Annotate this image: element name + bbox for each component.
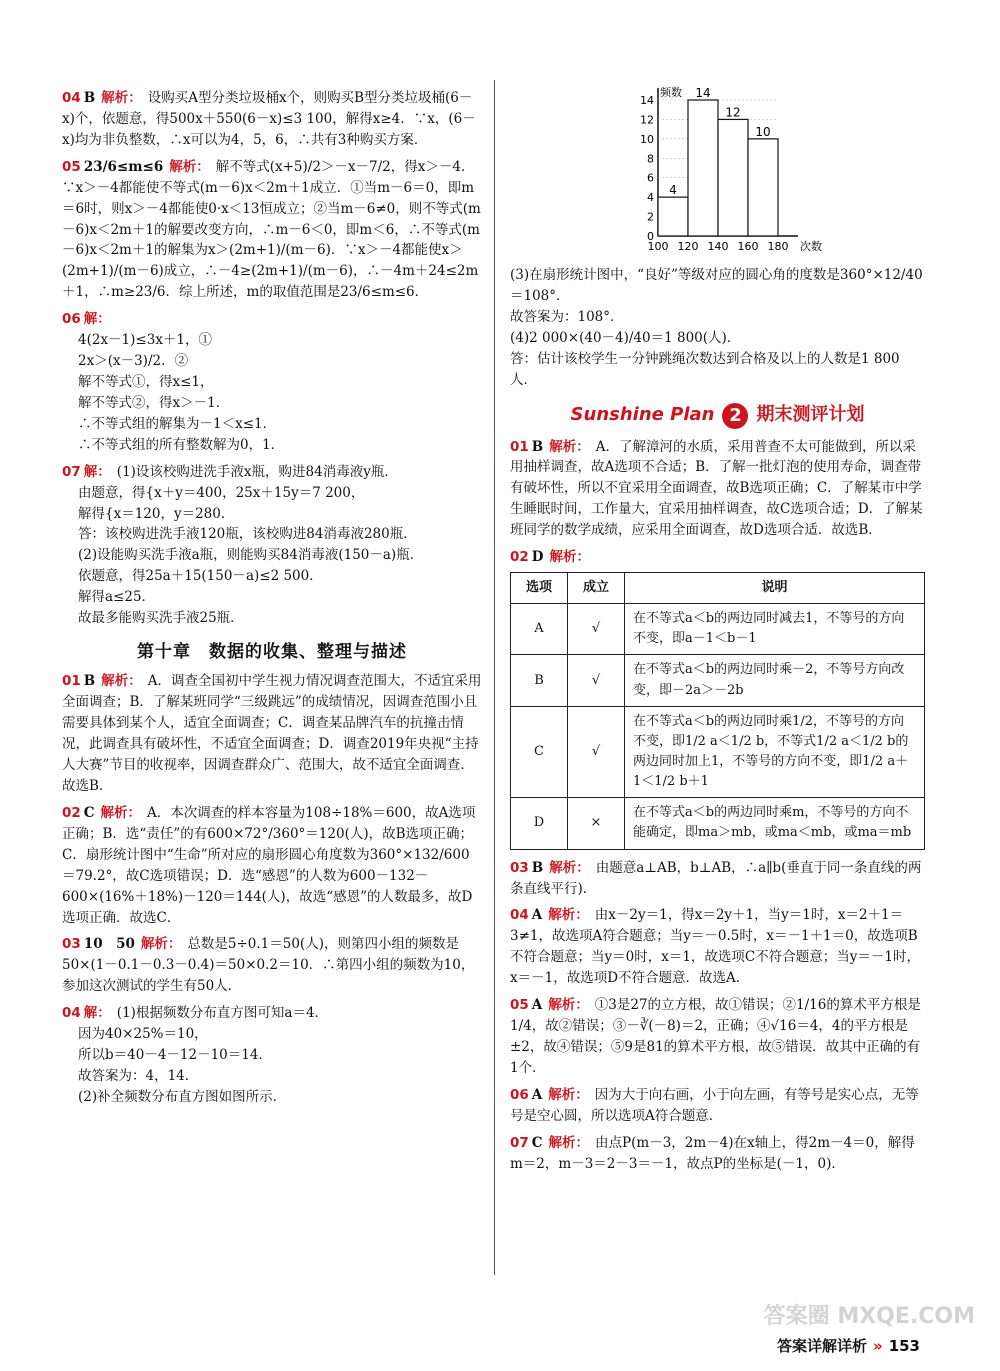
answer-choice: B <box>531 859 544 876</box>
table-row <box>511 655 925 706</box>
histogram-bar <box>688 100 718 236</box>
plan-answer-05 <box>510 995 925 1079</box>
histogram-bar <box>748 139 778 236</box>
analysis-tag: 解析： <box>548 997 589 1014</box>
analysis-text: 由题意a⊥AB，b⊥AB，∴a∥b(垂直于同一条直线的两条直线平行)． <box>510 859 922 897</box>
question-number: 04 <box>62 1005 81 1022</box>
plan-title-en: Sunshine Plan <box>570 403 715 425</box>
solution-line: (2)补全频数分布直方图如图所示． <box>78 1088 287 1105</box>
table-cell: 在不等式a＜b的两边同时乘1/2，不等号的方向不变，即1/2 a＜1/2 b，不等式1/2 a＜1/2 b的两边同时加上1，不等号的方向不变，即1/2 a＋1＜1/2 b＋1 <box>625 706 925 798</box>
solution-tag: 解： <box>83 463 111 480</box>
bar-data-label: 12 <box>725 105 741 120</box>
analysis-text: 设购买A型分类垃圾桶x个，则购买B型分类垃圾桶(6－x)个，依题意，得500x＋550(6－x)≤3 100，解得x≥4．∵x，(6－x)均为非负整数，∴x可以为4，5，6，∴共有3种购买方案． <box>62 90 476 148</box>
solution-tag: 解： <box>83 1005 111 1022</box>
answer-choice: 10 50 <box>83 936 135 953</box>
y-tick-label: 2 <box>647 210 654 224</box>
y-tick-label: 14 <box>640 94 654 107</box>
footer-label: 答案详解详析 <box>776 1337 867 1355</box>
question-number: 07 <box>62 463 81 480</box>
table-cell: 在不等式a＜b的两边同时乘－2，不等号方向改变，即－2a＞－2b <box>625 655 925 706</box>
answer-cont <box>510 265 925 391</box>
question-number: 07 <box>510 1134 529 1151</box>
question-number: 06 <box>510 1086 529 1103</box>
table-cell: × <box>568 798 625 849</box>
answer-choice: A <box>531 907 543 924</box>
solution-line: 解得{x＝120，y＝280． <box>78 505 235 522</box>
options-table <box>510 572 925 850</box>
plan-answer-02 <box>510 547 925 849</box>
y-tick-label: 10 <box>640 132 654 146</box>
analysis-tag: 解析： <box>101 90 142 106</box>
x-tick-label: 140 <box>707 240 729 253</box>
question-number: 02 <box>62 804 81 821</box>
analysis-tag: 解析： <box>548 907 589 924</box>
answer-choice: A <box>531 997 543 1014</box>
solution-line: 由题意，得{x＋y＝400，25x＋15y＝7 200， <box>78 484 365 501</box>
analysis-tag: 解析： <box>549 549 591 566</box>
answer-04 <box>62 88 482 151</box>
table-cell: √ <box>568 604 625 655</box>
section-banner <box>510 401 925 429</box>
answer-choice: A <box>531 1086 543 1103</box>
solution-line: 解得a≤25． <box>78 589 156 606</box>
analysis-tag: 解析： <box>548 1086 589 1103</box>
analysis-tag: 解析： <box>549 438 590 455</box>
question-number: 06 <box>62 311 81 328</box>
plan-answer-06 <box>510 1085 925 1127</box>
solution-tag: 解： <box>83 311 111 328</box>
table-header-row <box>511 573 925 604</box>
system-line-2: 2x＞(x－3)/2．② <box>78 353 189 370</box>
answer-choice: C <box>83 804 95 821</box>
analysis-text: 解不等式(x+5)/2＞－x－7/2，得x＞－4．∵x＞－4都能使不等式(m－6)x＜2m＋1成立．①当m－6＝0，即m＝6时，则x＞－4都能使0·x＜13恒成立；②当m－6≠0，则不等式(m－6)x＜2m＋1的解要改变方向，∴m－6＜0，即m＜6，∴不等式(m－6)x＜2m＋1的解集为x＞(2m+1)/(m－6)．∵x＞－4都能使x＞(2m+1)/(m－6)成立，∴－4≥(2m+1)/(m－6)，∴－4m＋24≤2m＋1，∴m≥23/6．综上所述，m的取值范围是23/6≤m≤6． <box>62 158 481 301</box>
question-number: 04 <box>62 90 81 106</box>
left-column <box>62 88 482 1114</box>
answer-choice: C <box>531 1134 543 1151</box>
answer-choice: 23/6≤m≤6 <box>83 158 164 175</box>
answer-07 <box>62 462 482 629</box>
system-line-1: 4(2x－1)≤3x＋1，① <box>78 332 213 349</box>
table-header: 成立 <box>568 573 625 604</box>
question-number: 03 <box>510 859 529 876</box>
analysis-text: 总数是5÷0.1＝50(人)，则第四小组的频数是50×(1－0.1－0.3－0.4)＝50×0.2＝10．∴第四小组的频数为10，参加这次测试的学生有50人． <box>62 936 475 995</box>
table-cell: √ <box>568 706 625 798</box>
page-footer <box>777 1335 920 1358</box>
bar-data-label: 10 <box>755 124 771 139</box>
solution-line: (1)设该校购进洗手液x瓶，购进84消毒液y瓶． <box>116 463 398 480</box>
table-cell: 在不等式a＜b的两边同时乘m，不等号的方向不能确定，即ma＞mb，或ma＜mb，或ma＝mb <box>625 798 925 849</box>
plan-answer-04 <box>510 905 925 989</box>
plan-answer-07 <box>510 1133 925 1175</box>
y-tick-label: 12 <box>640 113 654 127</box>
solution-line: 因为40×25%＝10， <box>78 1026 208 1043</box>
answer-05 <box>62 157 482 303</box>
histogram-bar <box>718 119 748 236</box>
table-cell: √ <box>568 655 625 706</box>
chapter-answer-03 <box>62 934 482 997</box>
analysis-tag: 解析： <box>549 859 590 876</box>
table-cell: 在不等式a＜b的两边同时减去1，不等号的方向不变，即a－1＜b－1 <box>625 604 925 655</box>
chapter-title: 第十章 数据的收集、整理与描述 <box>137 642 407 663</box>
watermark-logo: 答案圈 MXQE.COM <box>763 1304 975 1329</box>
histogram <box>630 86 830 261</box>
table-cell: A <box>511 604 568 655</box>
table-header: 说明 <box>625 573 925 604</box>
x-tick-label: 100 <box>647 240 669 253</box>
analysis-tag: 解析： <box>548 1134 590 1151</box>
plan-badge: 2 <box>722 403 748 429</box>
solution-line: 解不等式①，得x≤1， <box>78 373 214 390</box>
y-axis-label: 频数 <box>660 86 682 99</box>
analysis-text: 因为大于向右画，小于向左画，有等号是实心点，无等号是空心圆，所以选项A符合题意． <box>510 1086 919 1124</box>
y-tick-label: 8 <box>647 152 654 166</box>
solution-line: (2)设能购买洗手液a瓶，则能购买84消毒液(150－a)瓶． <box>78 547 424 564</box>
histogram-svg <box>630 86 830 261</box>
question-number: 01 <box>62 673 81 690</box>
table-header: 选项 <box>511 573 568 604</box>
table-row <box>511 604 925 655</box>
table-cell: D <box>511 798 568 849</box>
column-divider <box>494 80 495 1275</box>
right-column <box>510 86 925 1181</box>
table-cell: C <box>511 706 568 798</box>
y-tick-label: 6 <box>647 171 654 185</box>
analysis-text: 由点P(m－3，2m－4)在x轴上，得2m－4＝0，解得m＝2，m－3＝2－3＝－1，故点P的坐标是(－1，0)． <box>510 1134 915 1172</box>
analysis-text: ①3是27的立方根，故①错误；②1/16的算术平方根是1/4，故②错误；③－∛(－8)＝2，正确；④√16＝4，4的平方根是±2，故④错误；⑤9是81的算术平方根，故⑤错误．故其中正确的有1个． <box>510 997 921 1076</box>
analysis-tag: 解析： <box>140 936 182 953</box>
plan-title-cn: 期末测评计划 <box>756 403 865 425</box>
question-number: 03 <box>62 936 81 953</box>
solution-line: 答：估计该校学生一分钟跳绳次数达到合格及以上的人数是1 800人． <box>510 350 900 388</box>
plan-answer-01 <box>510 437 925 542</box>
analysis-text: A．本次调查的样本容量为108÷18%＝600，故A选项正确；B．选“责任”的有600×72°/360°＝120(人)，故B选项正确；C．扇形统计图中“生命”所对应的扇形圆心角度数为360°×132/600＝79.2°，故C选项错误；D．选“感恩”的人数为600－132－600×(16%＋18%)－120＝144(人)，故选“感恩”的人数最多，故D选项正确．故选C． <box>62 804 476 926</box>
y-tick-label: 0 <box>647 230 654 243</box>
plan-answer-03 <box>510 858 925 900</box>
analysis-tag: 解析： <box>169 158 210 175</box>
table-cell: B <box>511 655 568 706</box>
chapter-answer-02 <box>62 803 482 929</box>
question-number: 01 <box>510 438 529 455</box>
question-number: 02 <box>510 549 529 566</box>
analysis-text: A．了解漳河的水质，采用普查不太可能做到，所以采用抽样调查，故A选项不合适；B．了解一批灯泡的使用寿命，调查带有破坏性，所以不宜采用全面调查，故B选项正确；C．了解某市中学生睡眠时间，工作量大，宜采用抽样调查，故C选项合适；D．了解某班同学的数学成绩，应采用全面调查，故D选项合适．故选B． <box>510 438 923 539</box>
answer-choice: B <box>83 673 96 690</box>
answer-06 <box>62 309 482 455</box>
x-tick-label: 180 <box>767 240 789 253</box>
answer-choice: B <box>531 438 544 455</box>
y-tick-label: 4 <box>647 191 654 205</box>
table-row <box>511 706 925 798</box>
chapter-answer-01 <box>62 671 482 797</box>
question-number: 04 <box>510 907 529 924</box>
double-arrow-icon: » <box>872 1337 883 1355</box>
solution-line: (3)在扇形统计图中，“良好”等级对应的圆心角的度数是360°×12/40＝108°． <box>510 267 923 304</box>
answer-choice: B <box>83 90 96 106</box>
table-row <box>511 798 925 849</box>
solution-line: 故最多能购买洗手液25瓶． <box>78 610 244 627</box>
solution-line: ∴不等式组的所有整数解为0，1． <box>78 436 285 453</box>
bar-data-label: 4 <box>669 183 677 198</box>
analysis-tag: 解析： <box>101 673 142 690</box>
x-tick-label: 120 <box>677 240 699 253</box>
solution-line: (1)根据频数分布直方图可知a＝4． <box>116 1005 329 1022</box>
solution-line: 解不等式②，得x＞－1． <box>78 394 230 411</box>
analysis-text: 由x－2y＝1，得x＝2y＋1，当y＝1时，x＝2＋1＝3≠1，故选项A符合题意；当y＝－0.5时，x＝－1＋1＝0，故选项B不符合题意；当y＝0时，x＝1，故选项C不符合题意；当y＝－1时，x＝－1，故选项D不符合题意．故选A． <box>510 907 920 987</box>
x-axis-label: 次数 <box>800 240 822 253</box>
question-number: 05 <box>510 997 529 1014</box>
bar-data-label: 14 <box>695 86 711 100</box>
solution-line: 故答案为：4，14． <box>78 1067 199 1084</box>
solution-line: ∴不等式组的解集为－1＜x≤1． <box>78 415 277 432</box>
solution-line: 所以b＝40－4－12－10＝14． <box>78 1047 272 1064</box>
histogram-bar <box>658 197 688 236</box>
solution-line: 答：该校购进洗手液120瓶，该校购进84消毒液280瓶． <box>78 526 417 543</box>
answer-choice: D <box>531 549 544 566</box>
solution-line: 依题意，得25a＋15(150－a)≤2 500． <box>78 568 323 585</box>
solution-line: 故答案为：108°． <box>510 308 624 325</box>
analysis-tag: 解析： <box>100 804 142 821</box>
question-number: 05 <box>62 158 81 175</box>
x-tick-label: 160 <box>737 240 759 253</box>
solution-line: (4)2 000×(40－4)/40＝1 800(人)． <box>510 329 741 346</box>
chapter-answer-04 <box>62 1003 482 1108</box>
page-number: 153 <box>888 1337 920 1355</box>
analysis-text: A．调查全国初中学生视力情况调查范围大，不适宜采用全面调查；B．了解某班同学“三级跳远”的成绩情况，因调查范围小且需要具体到某个人，适宜全面调查；C．调查某品牌汽车的抗撞击情况，此调查具有破坏性，不适宜全面调查；D．调查2019年央视“主持人大赛”节目的收视率，因调查群众广、范围大，故不适宜全面调查．故选B． <box>62 673 482 794</box>
